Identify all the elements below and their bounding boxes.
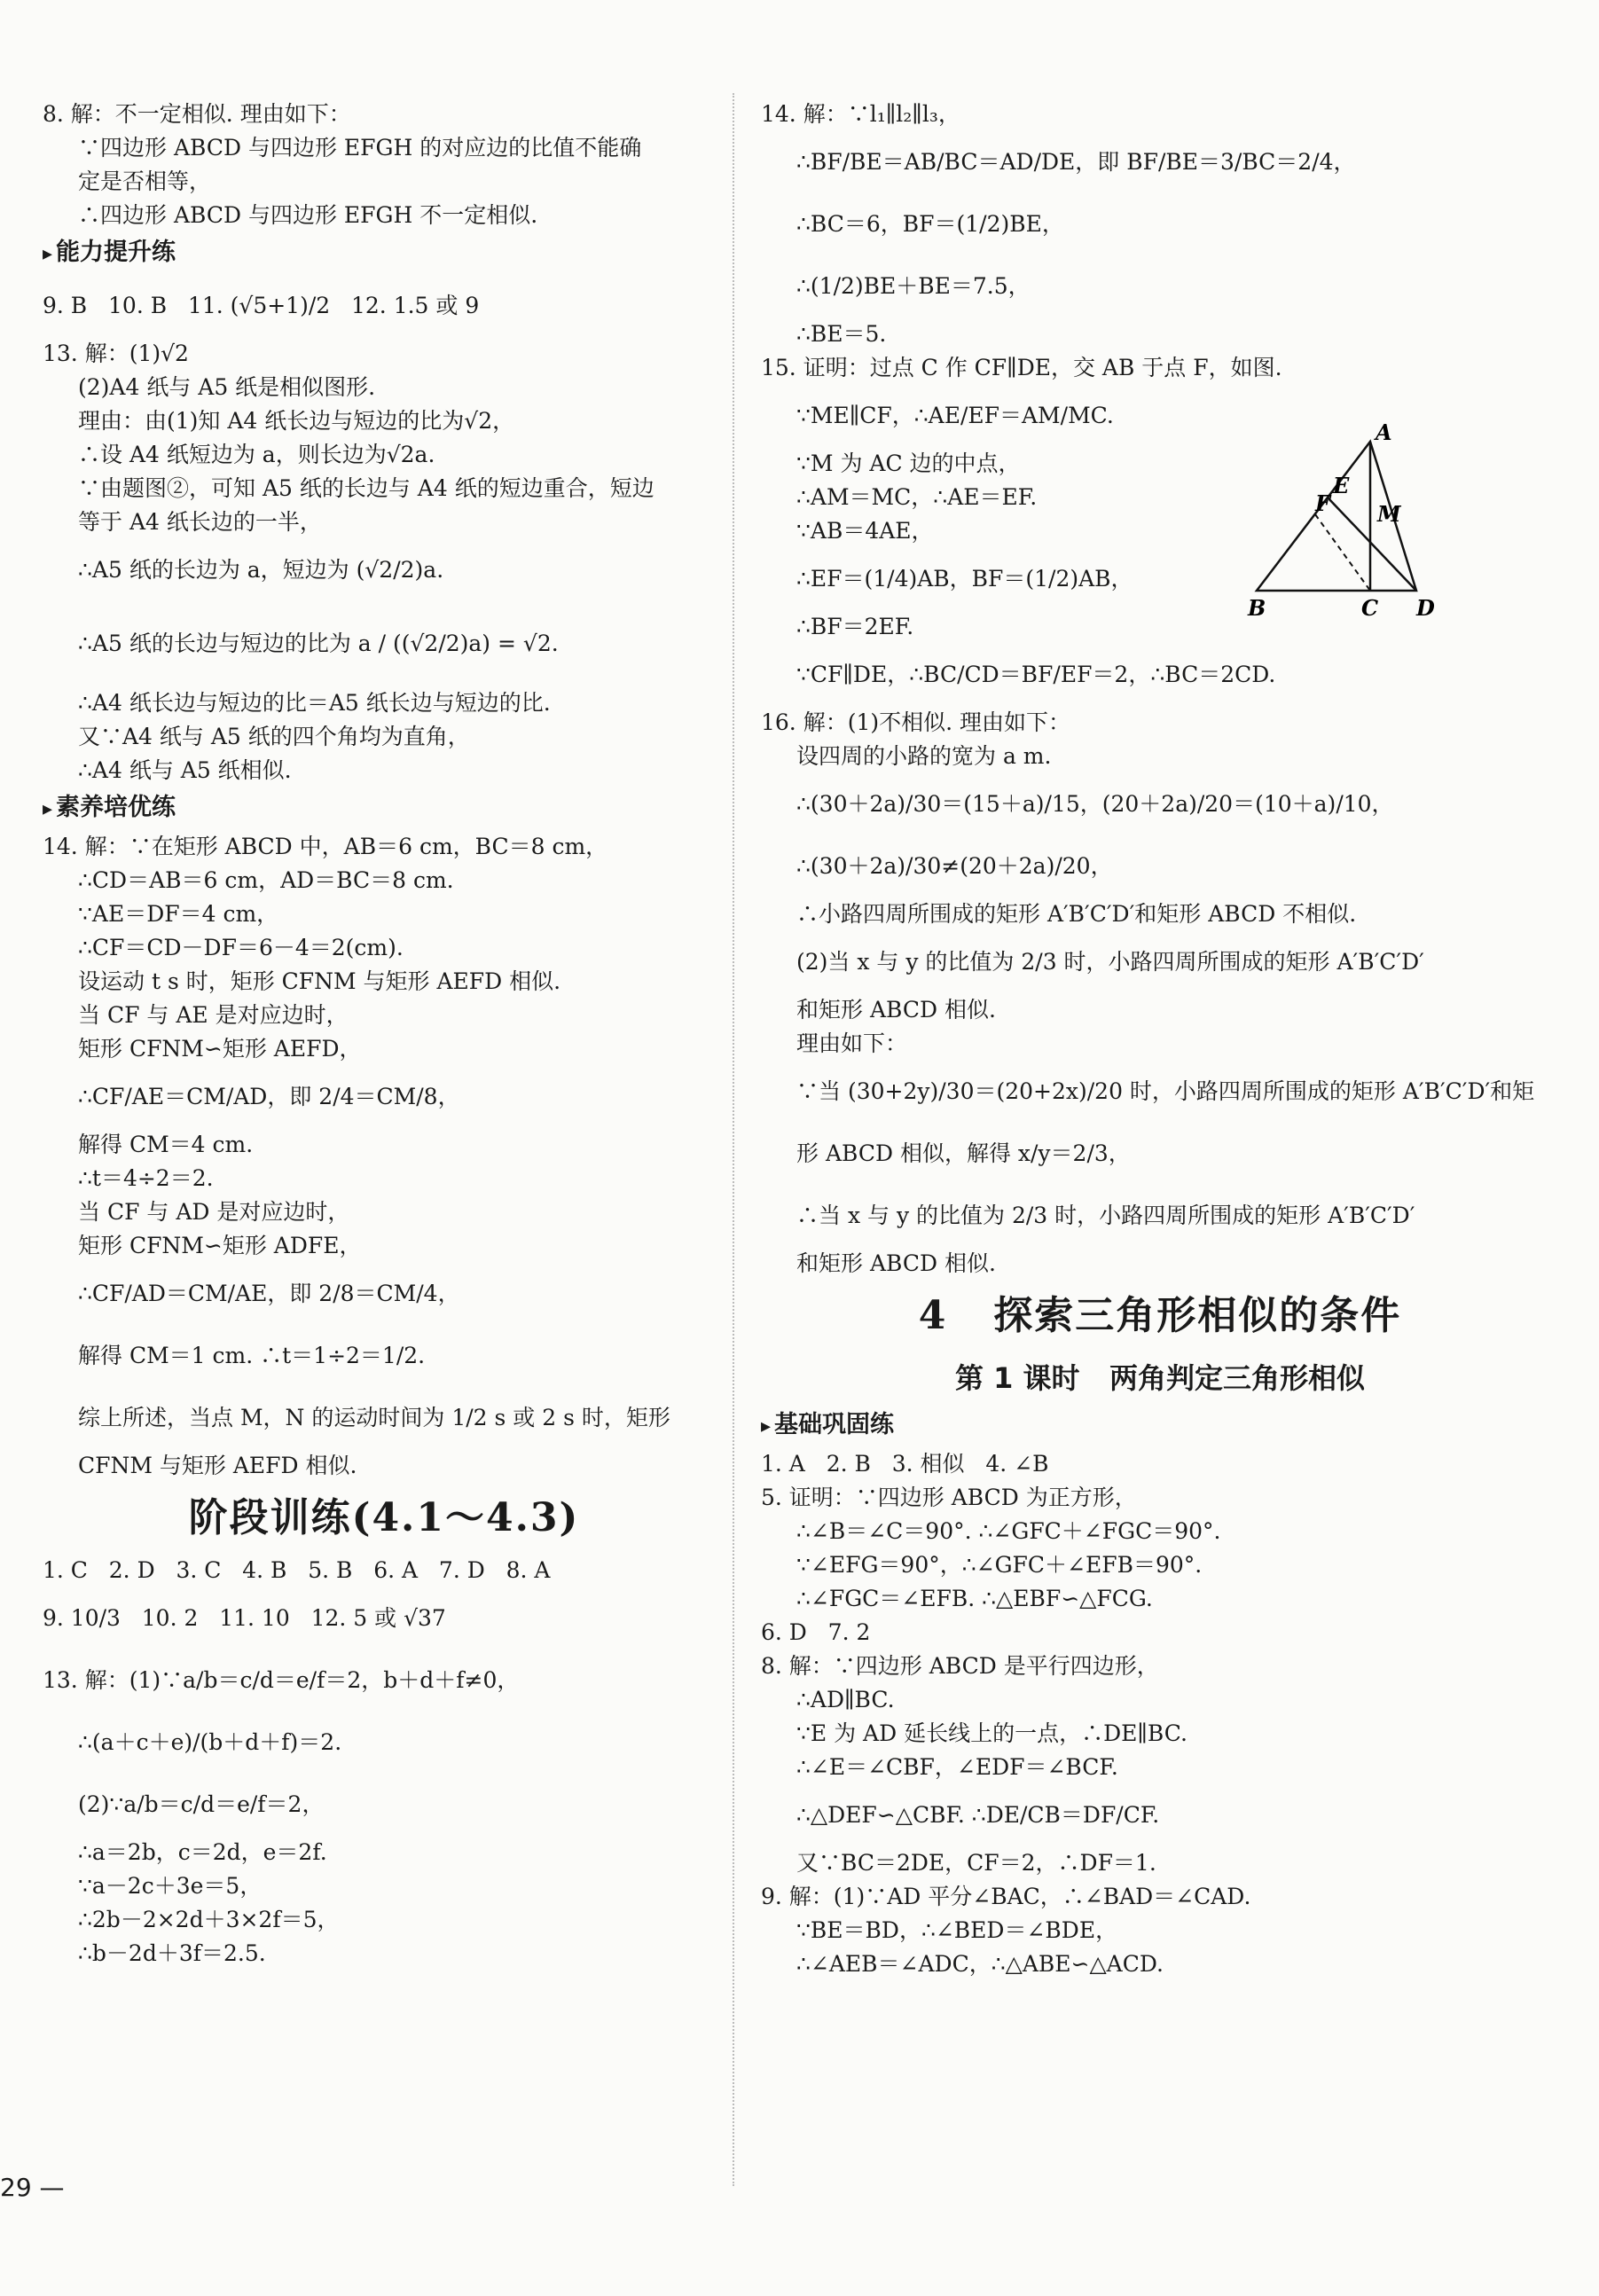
text-line: ∴A4 纸长边与短边的比＝A5 纸长边与短边的比.: [78, 690, 551, 716]
text-line: ∴EF＝(1/4)AB，BF＝(1/2)AB，: [796, 566, 1133, 592]
text-line: ∴BF＝2EF.: [796, 614, 914, 639]
chapter-title: 4 探索三角形相似的条件: [918, 1293, 1402, 1338]
text-line: ∴A5 纸的长边与短边的比为 a / ((√2/2)a) = √2.: [78, 631, 559, 656]
text-line: 形 ABCD 相似，解得 x/y＝2/3，: [796, 1140, 1131, 1166]
text-line: ∵∠EFG＝90°，∴∠GFC＋∠EFB＝90°.: [796, 1552, 1203, 1578]
text-line: ∴a＝2b，c＝2d，e＝2f.: [78, 1839, 327, 1865]
text-line: ∴∠B＝∠C＝90°. ∴∠GFC＋∠FGC＝90°.: [796, 1518, 1221, 1544]
figure-label-a: A: [1376, 422, 1392, 445]
figure-label-m: M: [1377, 501, 1401, 527]
text-line: 又∵A4 纸与 A5 纸的四个角均为直角，: [78, 724, 470, 749]
text-line: 9. 10/3 10. 2 11. 10 12. 5 或 √37: [43, 1605, 446, 1631]
text-line: ∴(a＋c＋e)/(b＋d＋f)＝2.: [78, 1729, 342, 1755]
text-line: 综上所述，当点 M，N 的运动时间为 1/2 s 或 2 s 时，矩形: [78, 1405, 670, 1430]
text-line: ∴∠FGC＝∠EFB. ∴△EBF∽△FCG.: [796, 1586, 1153, 1611]
text-line: ∴(30＋2a)/30≠(20＋2a)/20，: [796, 853, 1113, 879]
text-line: ∴CD＝AB＝6 cm，AD＝BC＝8 cm.: [78, 867, 454, 893]
figure-label-e: E: [1333, 473, 1350, 498]
text-line: 矩形 CFNM∽矩形 ADFE，: [78, 1233, 362, 1258]
text-line: ∴CF＝CD－DF＝6－4＝2(cm).: [78, 935, 404, 960]
column-divider: [733, 93, 734, 2186]
text-line: ∵由题图②，可知 A5 纸的长边与 A4 纸的短边重合，短边: [78, 475, 654, 501]
text-line: ∴设 A4 纸短边为 a，则长边为√2a.: [78, 442, 435, 467]
figure-label-d: D: [1416, 595, 1435, 621]
text-line: 解得 CM＝4 cm.: [78, 1132, 254, 1157]
text-line: 1. A 2. B 3. 相似 4. ∠B: [761, 1451, 1049, 1477]
text-line: ∴A4 纸与 A5 纸相似.: [78, 757, 292, 783]
text-line: ∴(1/2)BE＋BE＝7.5，: [796, 273, 1031, 299]
text-line: ∴(30＋2a)/30＝(15＋a)/15，(20＋2a)/20＝(10＋a)/10，: [796, 791, 1394, 817]
text-line: 又∵BC＝2DE，CF＝2，∴DF＝1.: [796, 1850, 1156, 1876]
text-line: (2)当 x 与 y 的比值为 2/3 时，小路四周所围成的矩形 A′B′C′D′: [796, 949, 1424, 975]
text-line: ∴AM＝MC，∴AE＝EF.: [796, 484, 1038, 510]
triangle-figure: [1246, 422, 1450, 626]
text-line: 理由：由(1)知 A4 纸长边与短边的比为√2，: [78, 408, 515, 434]
text-line: ∵ME∥CF，∴AE/EF＝AM/MC.: [796, 403, 1114, 428]
text-line: 1. C 2. D 3. C 4. B 5. B 6. A 7. D 8. A: [43, 1557, 551, 1583]
text-line: 14. 解：∵l₁∥l₂∥l₃，: [761, 101, 960, 127]
text-line: ∴CF/AE＝CM/AD，即 2/4＝CM/8，: [78, 1084, 460, 1109]
text-line: 15. 证明：过点 C 作 CF∥DE，交 AB 于点 F，如图.: [761, 355, 1282, 380]
text-line: 和矩形 ABCD 相似.: [796, 1250, 996, 1276]
text-line: 14. 解：∵在矩形 ABCD 中，AB＝6 cm，BC＝8 cm，: [43, 834, 608, 859]
text-line: 定是否相等，: [78, 168, 212, 194]
text-line: 矩形 CFNM∽矩形 AEFD，: [78, 1036, 362, 1062]
lesson-title: 第 1 课时 两角判定三角形相似: [955, 1361, 1365, 1395]
text-line: ∴BF/BE＝AB/BC＝AD/DE，即 BF/BE＝3/BC＝2/4，: [796, 149, 1356, 175]
text-line: (2)A4 纸与 A5 纸是相似图形.: [78, 374, 376, 400]
chapter-title: 阶段训练(4.1～4.3): [188, 1495, 580, 1540]
text-line: ∵CF∥DE，∴BC/CD＝BF/EF＝2，∴BC＝2CD.: [796, 662, 1276, 687]
text-line: ∴t＝4÷2＝2.: [78, 1165, 214, 1191]
text-line: 9. 解：(1)∵AD 平分∠BAC，∴∠BAD＝∠CAD.: [761, 1884, 1251, 1909]
text-line: ∴b－2d＋3f＝2.5.: [78, 1940, 266, 1966]
text-line: ∵E 为 AD 延长线上的一点，∴DE∥BC.: [796, 1720, 1187, 1746]
text-line: CFNM 与矩形 AEFD 相似.: [78, 1453, 357, 1478]
left-column: [43, 98, 725, 1971]
text-line: 8. 解：不一定相似. 理由如下：: [43, 101, 351, 127]
text-line: 解得 CM＝1 cm. ∴t＝1÷2＝1/2.: [78, 1343, 426, 1368]
text-line: ∴BE＝5.: [796, 321, 887, 347]
text-line: 理由如下：: [796, 1030, 908, 1056]
text-line: ∴△DEF∽△CBF. ∴DE/CB＝DF/CF.: [796, 1802, 1160, 1828]
page-number: 29 —: [0, 2173, 65, 2202]
text-line: ∵BE＝BD，∴∠BED＝∠BDE，: [796, 1917, 1118, 1943]
text-line: 设四周的小路的宽为 a m.: [796, 743, 1052, 769]
text-line: 9. B 10. B 11. (√5+1)/2 12. 1.5 或 9: [43, 293, 480, 318]
text-line: 13. 解：(1)√2: [43, 341, 189, 366]
text-line: ∵AB＝4AE，: [796, 518, 934, 544]
figure-label-f: F: [1315, 490, 1331, 516]
text-line: ∴CF/AD＝CM/AE，即 2/8＝CM/4，: [78, 1281, 460, 1306]
text-line: ∴当 x 与 y 的比值为 2/3 时，小路四周所围成的矩形 A′B′C′D′: [796, 1203, 1415, 1228]
text-line: ∵a－2c＋3e＝5，: [78, 1873, 263, 1899]
text-line: ∴AD∥BC.: [796, 1687, 895, 1712]
text-line: 8. 解：∵四边形 ABCD 是平行四边形，: [761, 1653, 1159, 1679]
text-line: (2)∵a/b＝c/d＝e/f＝2，: [78, 1791, 325, 1817]
text-line: ∴四边形 ABCD 与四边形 EFGH 不一定相似.: [78, 202, 538, 228]
text-line: ∴∠E＝∠CBF，∠EDF＝∠BCF.: [796, 1754, 1118, 1780]
text-line: 当 CF 与 AE 是对应边时，: [78, 1002, 349, 1028]
text-line: ∴BC＝6，BF＝(1/2)BE，: [796, 211, 1064, 237]
text-line: 和矩形 ABCD 相似.: [796, 997, 996, 1023]
figure-label-c: C: [1361, 595, 1379, 621]
text-line: ∵M 为 AC 边的中点，: [796, 451, 1021, 476]
section-heading: ▸ 能力提升练: [43, 232, 725, 275]
section-heading: ▸ 基础巩固练: [761, 1405, 1559, 1447]
text-line: ∴2b－2×2d＋3×2f＝5，: [78, 1907, 340, 1932]
text-line: ∵四边形 ABCD 与四边形 EFGH 的对应边的比值不能确: [78, 135, 642, 161]
text-line: ∴∠AEB＝∠ADC，∴△ABE∽△ACD.: [796, 1951, 1164, 1977]
section-heading: ▸ 素养培优练: [43, 788, 725, 830]
text-line: 16. 解：(1)不相似. 理由如下：: [761, 709, 1071, 735]
text-line: 6. D 7. 2: [761, 1619, 871, 1645]
text-line: 13. 解：(1)∵a/b＝c/d＝e/f＝2，b＋d＋f≠0，: [43, 1667, 520, 1693]
text-line: ∵AE＝DF＝4 cm，: [78, 901, 279, 927]
right-column: [761, 98, 1559, 1981]
text-line: ∴A5 纸的长边为 a，短边为 (√2/2)a.: [78, 557, 444, 583]
text-line: ∵当 (30+2y)/30＝(20+2x)/20 时，小路四周所围成的矩形 A′B′C′D′和矩: [796, 1078, 1535, 1104]
text-line: 等于 A4 纸长边的一半，: [78, 509, 322, 535]
text-line: 5. 证明：∵四边形 ABCD 为正方形，: [761, 1485, 1137, 1510]
text-line: 设运动 t s 时，矩形 CFNM 与矩形 AEFD 相似.: [78, 968, 561, 994]
text-line: ∴小路四周所围成的矩形 A′B′C′D′和矩形 ABCD 不相似.: [796, 901, 1357, 927]
text-line: 当 CF 与 AD 是对应边时，: [78, 1199, 350, 1225]
figure-label-b: B: [1248, 595, 1266, 621]
